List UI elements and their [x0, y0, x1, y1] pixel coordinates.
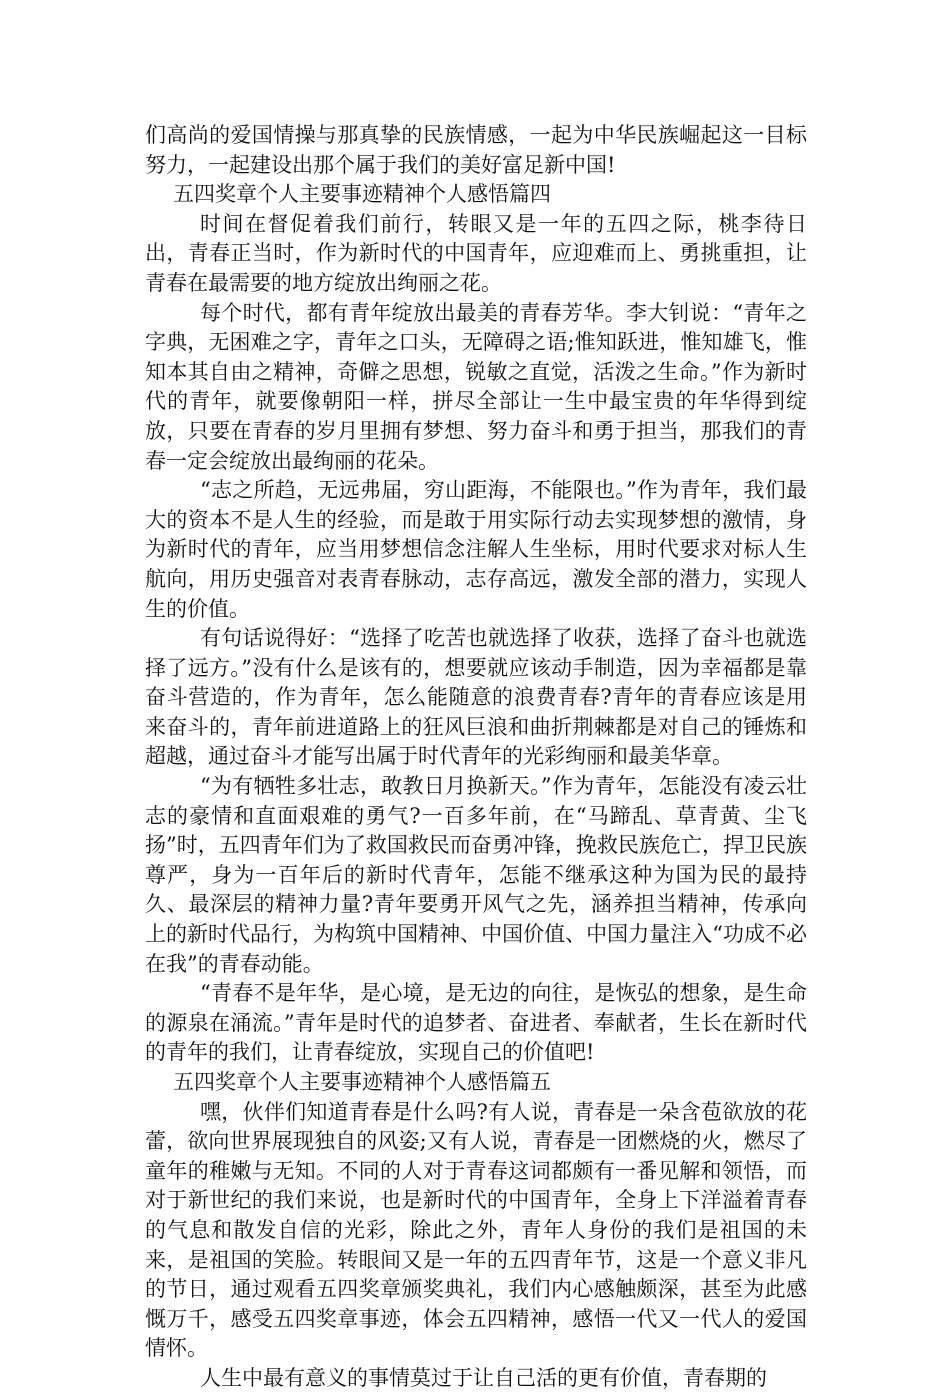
- section-heading-part-four: 五四奖章个人主要事迹精神个人感悟篇四: [173, 182, 551, 207]
- paragraph: “志之所趋，无远弗届，穷山距海，不能限也。”作为青年，我们最大的资本不是人生的经验，而是敢于用实际行动去实现梦想的激情，身为新时代的青年，应当用梦想信念注解人生坐标，用时代要求对标人生航向，用历史强音对表青春脉动，志存高远，激发全部的潜力，实现人生的价值。: [145, 478, 807, 621]
- paragraph: 嘿，伙伴们知道青春是什么吗?有人说，青春是一朵含苞欲放的花蕾，欲向世界展现独自的风姿;又有人说，青春是一团燃烧的火，燃尽了童年的稚嫩与无知。不同的人对于青春这词都颇有一番见解和领悟，而对于新世纪的我们来说，也是新时代的中国青年，全身上下洋溢着青春的气息和散发自信的光彩，除此之外，青年人身份的我们是祖国的未来，是祖国的笑脸。转眼间又是一年的五四青年节，这是一个意义非凡的节日，通过观看五四奖章颁奖典礼，我们内心感触颇深，甚至为此感慨万千，感受五四奖章事迹，体会五四精神，感悟一代又一代人的爱国情怀。: [145, 1099, 807, 1361]
- paragraph: “青春不是年华，是心境，是无边的向往，是恢弘的想象，是生命的源泉在涌流。”青年是时代的追梦者、奋进者、奉献者，生长在新时代的青年的我们，让青春绽放，实现自己的价值吧!: [145, 981, 807, 1065]
- paragraph: 时间在督促着我们前行，转眼又是一年的五四之际，桃李待日出，青春正当时，作为新时代的中国青年，应迎难而上、勇挑重担，让青春在最需要的地方绽放出绚丽之花。: [145, 211, 807, 295]
- paragraph-truncated: 人生中最有意义的事情莫过于让自己活的更有价值，青春期的: [200, 1365, 767, 1390]
- paragraph: 有句话说得好：“选择了吃苦也就选择了收获，选择了奋斗也就选择了远方。”没有什么是该有的，想要就应该动手制造，因为幸福都是靠奋斗营造的，作为青年，怎么能随意的浪费青春?青年的青春应该是用来奋斗的，青年前进道路上的狂风巨浪和曲折荆棘都是对自己的锤炼和超越，通过奋斗才能写出属于时代青年的光彩绚丽和最美华章。: [145, 626, 807, 769]
- paragraph: “为有牺牲多壮志，敢教日月换新天。”作为青年，怎能没有凌云壮志的豪情和直面艰难的勇气?一百多年前，在“马蹄乱、草青黄、尘飞扬”时，五四青年们为了救国救民而奋勇冲锋，挽救民族危亡，捍卫民族尊严，身为一百年后的新时代青年，怎能不继承这种为国为民的最持久、最深层的精神力量?青年要勇开风气之先，涵养担当精神，传承向上的新时代品行，为构筑中国精神、中国价值、中国力量注入“功成不必在我”的青春动能。: [145, 774, 807, 976]
- paragraph: 每个时代，都有青年绽放出最美的青春芳华。李大钊说：“青年之字典，无困难之字，青年之口头，无障碍之语;惟知跃进，惟知雄飞，惟知本其自由之精神，奇僻之思想，锐敏之直觉，活泼之生命。”作为新时代的青年，就要像朝阳一样，拼尽全部让一生中最宝贵的年华得到绽放，只要在青春的岁月里拥有梦想、努力奋斗和勇于担当，那我们的青春一定会绽放出最绚丽的花朵。: [145, 300, 807, 473]
- document-body: [145, 121, 807, 1394]
- paragraph-continued: 们高尚的爱国情操与那真挚的民族情感，一起为中华民族崛起这一目标努力，一起建设出那个属于我们的美好富足新中国!: [145, 123, 807, 177]
- section-heading-part-five: 五四奖章个人主要事迹精神个人感悟篇五: [173, 1070, 551, 1094]
